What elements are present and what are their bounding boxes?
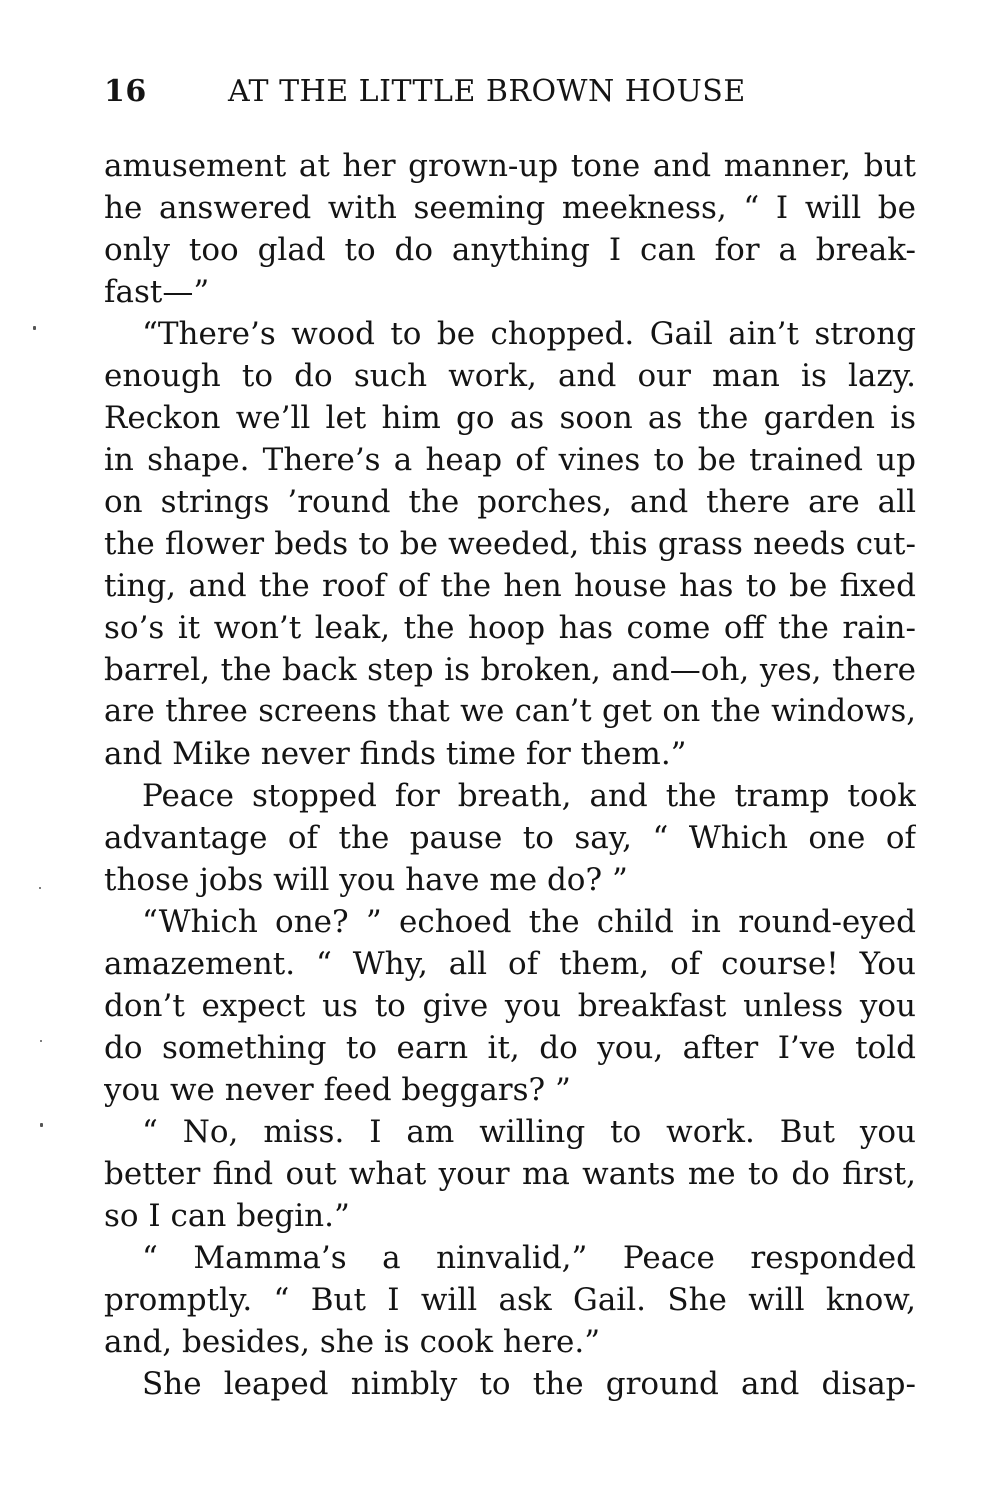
text-line: on strings ’round the porches, and there are all bbox=[104, 484, 916, 520]
text-line: so I can begin.” bbox=[104, 1198, 350, 1234]
text-line: fast—” bbox=[104, 274, 210, 310]
text-line: only too glad to do anything I can for a break- bbox=[104, 232, 916, 268]
text-line: Peace stopped for breath, and the tramp took bbox=[142, 778, 916, 814]
text-line: Reckon we’ll let him go as soon as the garden is bbox=[104, 400, 916, 436]
text-line: enough to do such work, and our man is lazy. bbox=[104, 358, 916, 394]
text-line: he answered with seeming meekness, “ I will be bbox=[104, 190, 916, 226]
ink-speck bbox=[40, 1040, 42, 1042]
text-line: She leaped nimbly to the ground and disap- bbox=[142, 1366, 916, 1402]
text-line: amusement at her grown-up tone and manner, but bbox=[104, 148, 916, 184]
running-title: AT THE LITTLE BROWN HOUSE bbox=[228, 74, 746, 109]
text-line: amazement. “ Why, all of them, of course! You bbox=[104, 946, 916, 982]
text-line: those jobs will you have me do? ” bbox=[104, 862, 628, 898]
page-number: 16 bbox=[104, 74, 147, 109]
text-line: better find out what your ma wants me to do first, bbox=[104, 1156, 916, 1192]
text-line: are three screens that we can’t get on the windows, bbox=[104, 694, 916, 729]
text-line: “ No, miss. I am willing to work. But you bbox=[142, 1114, 916, 1150]
ink-speck bbox=[39, 887, 41, 889]
ink-speck bbox=[33, 326, 36, 330]
text-line: advantage of the pause to say, “ Which one of bbox=[104, 820, 916, 856]
text-line: and Mike never finds time for them.” bbox=[104, 736, 687, 772]
text-line: in shape. There’s a heap of vines to be trained up bbox=[104, 442, 916, 478]
text-line: promptly. “ But I will ask Gail. She will know, bbox=[104, 1282, 916, 1318]
ink-speck bbox=[40, 1123, 43, 1127]
text-line: barrel, the back step is broken, and—oh, yes, there bbox=[104, 652, 916, 688]
text-line: “ Mamma’s a ninvalid,” Peace responded bbox=[142, 1240, 916, 1276]
text-line: and, besides, she is cook here.” bbox=[104, 1324, 601, 1360]
body-text bbox=[104, 145, 916, 1405]
text-line: “Which one? ” echoed the child in round-eyed bbox=[142, 904, 916, 940]
text-line: do something to earn it, do you, after I’ve told bbox=[104, 1030, 916, 1066]
text-line: “There’s wood to be chopped. Gail ain’t strong bbox=[142, 316, 916, 352]
text-line: don’t expect us to give you breakfast unless you bbox=[104, 988, 916, 1024]
text-line: the flower beds to be weeded, this grass needs cut- bbox=[104, 526, 916, 562]
text-line: so’s it won’t leak, the hoop has come off the rain- bbox=[104, 610, 916, 646]
text-line: ting, and the roof of the hen house has to be fixed bbox=[104, 568, 916, 604]
running-head bbox=[104, 74, 916, 114]
text-line: you we never feed beggars? ” bbox=[104, 1072, 571, 1108]
